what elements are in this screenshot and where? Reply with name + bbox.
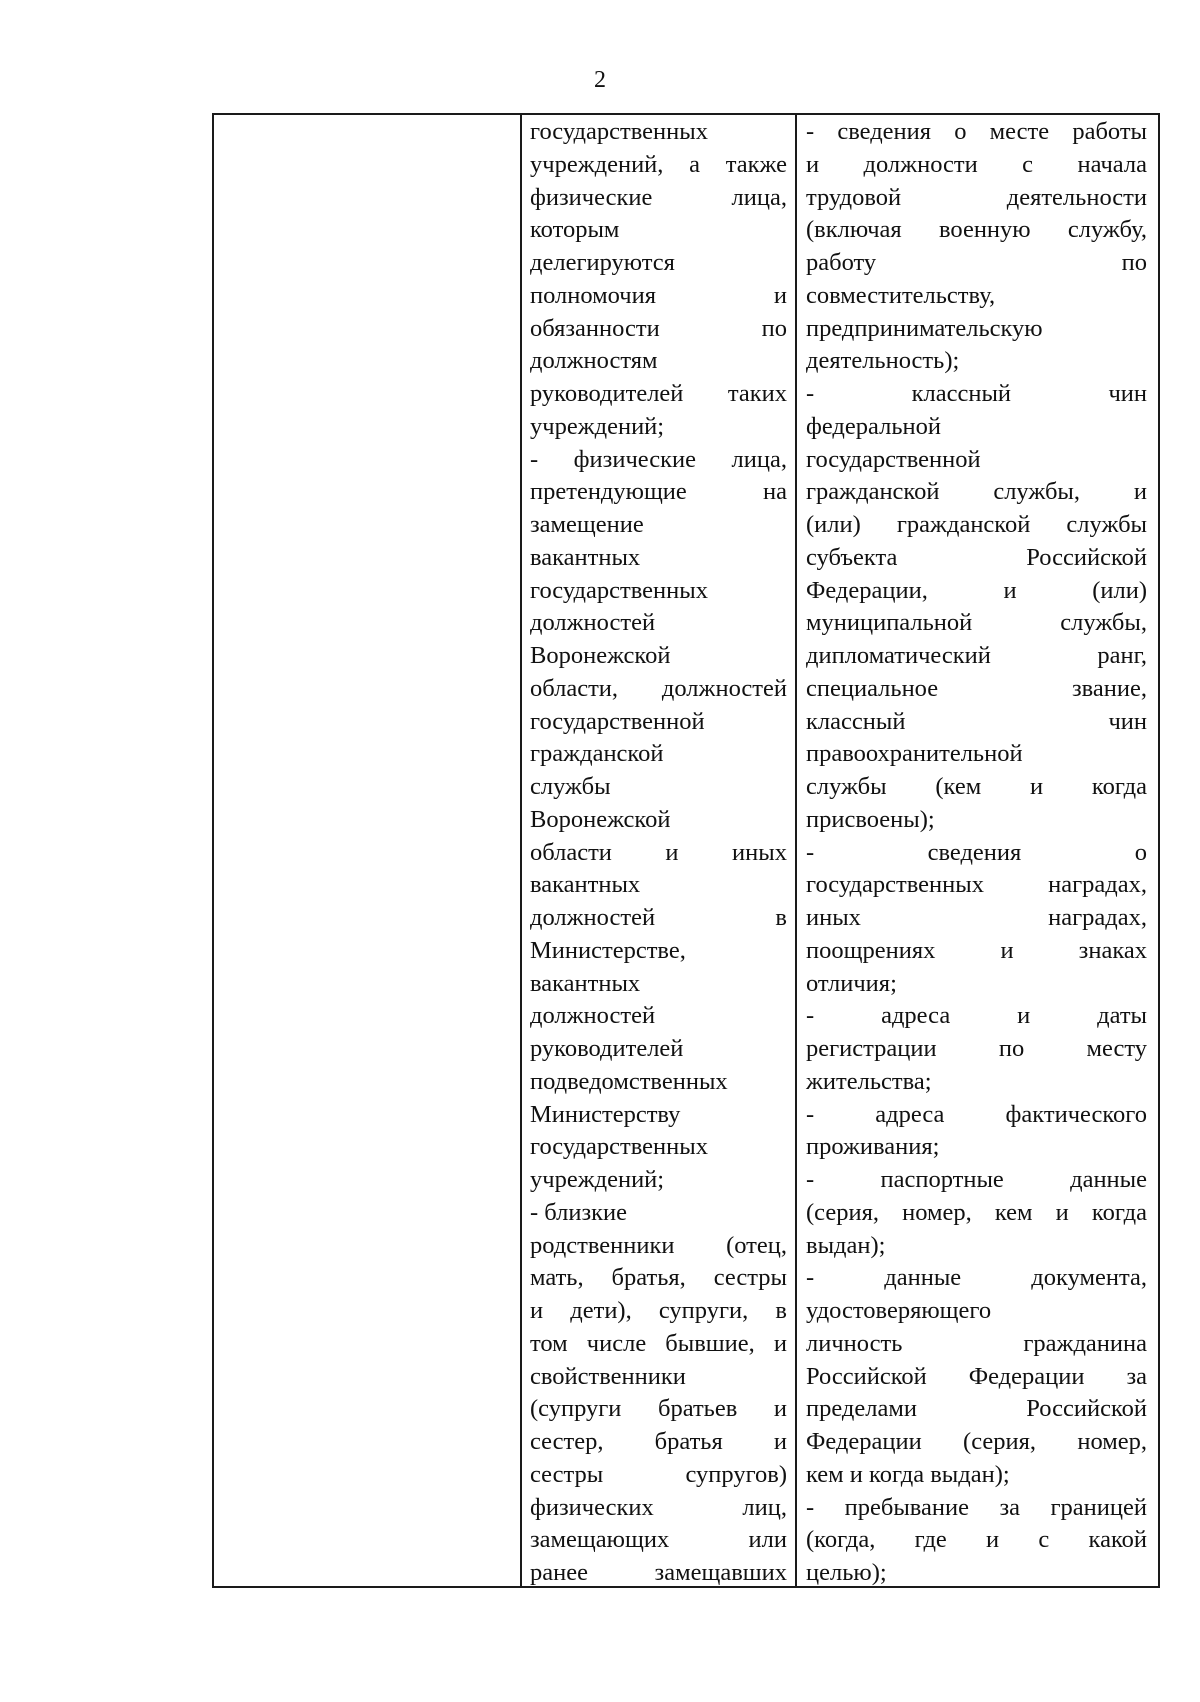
column-3-text-line: иных наградах, xyxy=(806,904,1147,931)
column-2-text-line: подведомственных xyxy=(530,1067,728,1095)
table-column-3 xyxy=(797,115,1158,1586)
column-2-text-line: Министерству xyxy=(530,1100,681,1128)
column-2-text-line: вакантных xyxy=(530,969,641,997)
column-2-text-line: государственных xyxy=(530,118,708,145)
column-3-text-line: целью); xyxy=(806,1559,887,1586)
column-3-text-line: трудовой деятельности xyxy=(806,183,1147,211)
column-2-text-line: службы xyxy=(530,773,611,800)
column-3-text-line: (включая военную службу, xyxy=(806,216,1147,244)
column-2-text-line: и дети), супруги, в xyxy=(530,1297,787,1324)
column-3-text-line: службы (кем и когда xyxy=(806,773,1147,800)
column-3-text-line: специальное звание, xyxy=(806,674,1147,702)
column-3-text-line: муниципальной службы, xyxy=(806,609,1147,637)
column-3-text-line: кем и когда выдан); xyxy=(806,1460,1010,1488)
column-2-text-line: вакантных xyxy=(530,543,641,571)
column-3-text-line: и должности с начала xyxy=(806,150,1147,178)
column-3-text-line: (когда, где и с какой xyxy=(806,1526,1147,1554)
column-3-text-line: проживания; xyxy=(806,1133,940,1161)
column-3-text-line: совместительству, xyxy=(806,281,996,309)
column-3-text-line: - данные документа, xyxy=(806,1264,1147,1292)
column-2-text-line: области, должностей xyxy=(530,674,787,702)
column-3-text-line: дипломатический ранг, xyxy=(806,642,1147,669)
column-2-text-line: - физические лица, xyxy=(530,445,787,473)
column-2-text-line: физических лиц, xyxy=(530,1493,787,1521)
column-2-text-line: замещение xyxy=(530,511,644,538)
column-2-text-line: вакантных xyxy=(530,871,641,899)
column-2-text-line: области и иных xyxy=(530,838,787,866)
column-2-text-line: государственных xyxy=(530,1133,708,1161)
column-2-text-line: должностям xyxy=(530,347,658,375)
column-3-text-line: присвоены); xyxy=(806,805,935,833)
table-column-2 xyxy=(522,115,797,1586)
column-2-text-line: сестры супругов) xyxy=(530,1460,787,1488)
column-2-text-line: руководителей xyxy=(530,1035,684,1062)
column-3-text-line: отличия; xyxy=(806,969,897,997)
column-2-text-line: свойственники xyxy=(530,1362,686,1390)
column-3-text-line: государственной xyxy=(806,445,981,473)
column-2-text-line: претендующие на xyxy=(530,478,787,506)
column-2-text-line: гражданской xyxy=(530,740,664,768)
column-3-text-line: правоохранительной xyxy=(806,740,1023,768)
column-3-text-line: пределами Российской xyxy=(806,1395,1147,1423)
column-3-text-line: Российской Федерации за xyxy=(806,1362,1147,1390)
column-2-text-line: родственники (отец, xyxy=(530,1231,787,1259)
column-2-text-line: учреждений; xyxy=(530,412,665,440)
column-3-text-line: гражданской службы, и xyxy=(806,478,1147,506)
column-3-text-line: субъекта Российской xyxy=(806,543,1147,571)
column-3-text-line: классный чин xyxy=(806,707,1147,735)
column-3-text-line: Федерации, и (или) xyxy=(806,576,1147,604)
column-2-text-line: должностей xyxy=(530,1002,656,1030)
column-2-text-line: делегируются xyxy=(530,249,675,276)
column-3-text-line: работу по xyxy=(806,249,1147,276)
column-3-text-line: Федерации (серия, номер, xyxy=(806,1428,1147,1455)
column-3-text-line: поощрениях и знаках xyxy=(806,936,1147,964)
column-3-text-line: - паспортные данные xyxy=(806,1166,1147,1193)
column-2-text-line: (супруги братьев и xyxy=(530,1395,787,1423)
column-2-text-line: - близкие xyxy=(530,1198,628,1226)
page-number: 2 xyxy=(594,67,606,93)
column-3-text-line: - сведения о xyxy=(806,838,1147,866)
column-2-text-line: физические лица, xyxy=(530,183,787,211)
column-3-text-line: (или) гражданской службы xyxy=(806,511,1147,538)
column-3-text-line: выдан); xyxy=(806,1231,886,1259)
document-table xyxy=(212,113,1160,1588)
column-2-text-line: которым xyxy=(530,216,620,244)
column-3-text-line: государственных наградах, xyxy=(806,871,1147,899)
column-2-text-line: ранее замещавших xyxy=(530,1559,787,1586)
column-3-text-line: - классный чин xyxy=(806,380,1147,407)
column-2-text-line: государственных xyxy=(530,576,708,604)
column-2-text-line: должностей в xyxy=(530,904,787,931)
column-2-text-line: государственной xyxy=(530,707,705,735)
column-2-text-line: учреждений, а также xyxy=(530,150,787,178)
column-3-text-line: регистрации по месту xyxy=(806,1035,1147,1062)
column-3-text-line: предпринимательскую xyxy=(806,314,1043,342)
column-3-text-line: - сведения о месте работы xyxy=(806,118,1147,145)
column-3-text-line: жительства; xyxy=(806,1067,932,1095)
column-2-text-line: обязанности по xyxy=(530,314,787,342)
column-2-text-line: руководителей таких xyxy=(530,380,787,407)
column-2-text-line: учреждений; xyxy=(530,1166,665,1193)
column-3-text-line: - адреса и даты xyxy=(806,1002,1147,1030)
column-2-text-line: Министерстве, xyxy=(530,936,686,964)
column-2-text-line: том числе бывшие, и xyxy=(530,1329,787,1357)
column-3-text-line: федеральной xyxy=(806,412,941,440)
column-2-text-line: Воронежской xyxy=(530,805,671,833)
column-2-text-line: полномочия и xyxy=(530,281,787,309)
column-2-text-line: сестер, братья и xyxy=(530,1428,787,1455)
column-3-text-line: - пребывание за границей xyxy=(806,1493,1147,1521)
column-2-text-line: замещающих или xyxy=(530,1526,787,1554)
column-3-text-line: (серия, номер, кем и когда xyxy=(806,1198,1147,1226)
table-column-1 xyxy=(214,115,522,1586)
column-2-text-line: должностей xyxy=(530,609,656,637)
column-3-text-line: деятельность); xyxy=(806,347,960,375)
column-3-text-line: - адреса фактического xyxy=(806,1100,1147,1128)
column-3-text-line: удостоверяющего xyxy=(806,1297,992,1324)
column-3-text-line: личность гражданина xyxy=(806,1329,1147,1357)
column-2-text-line: мать, братья, сестры xyxy=(530,1264,787,1292)
column-2-text-line: Воронежской xyxy=(530,642,671,669)
